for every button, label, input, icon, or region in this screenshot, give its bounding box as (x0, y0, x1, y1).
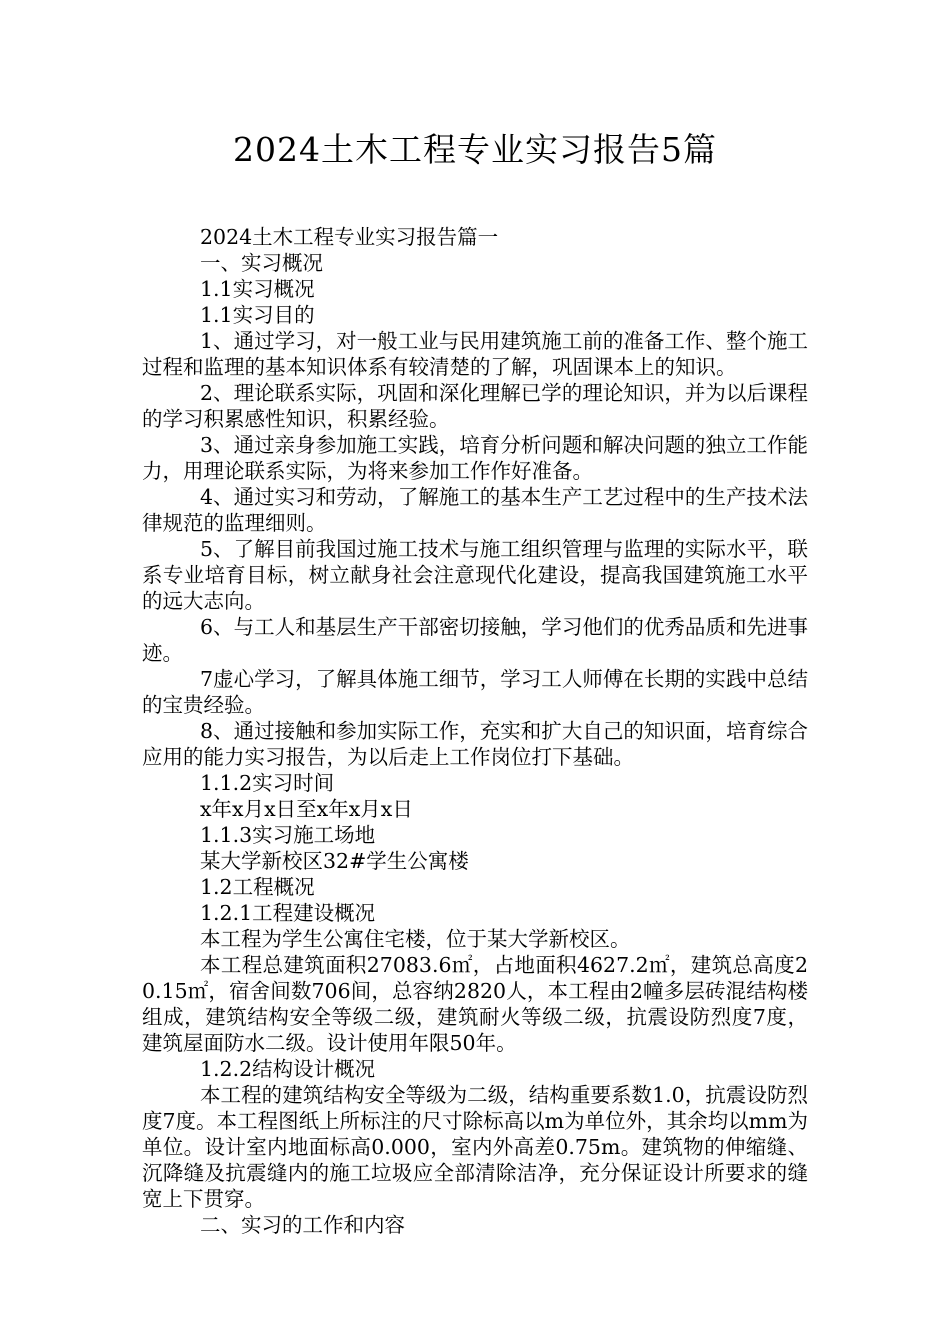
paragraph: 3、通过亲身参加施工实践，培育分析问题和解决问题的独立工作能力，用理论联系实际，为将来参加工作作好准备。 (142, 433, 808, 483)
paragraph: 本工程的建筑结构安全等级为二级，结构重要系数1.0，抗震设防烈度7度。本工程图纸上所标注的尺寸除标高以m为单位外，其余均以mm为单位。设计室内地面标高0.000，室内外高差0.75m。建筑物的伸缩缝、沉降缝及抗震缝内的施工垃圾应全部清除洁净，充分保证设计所要求的缝宽上下贯穿。 (142, 1083, 808, 1211)
paragraph: 5、了解目前我国过施工技术与施工组织管理与监理的实际水平，联系专业培育目标，树立献身社会注意现代化建设，提高我国建筑施工水平的远大志向。 (142, 537, 808, 613)
subsection-heading: 1.1实习目的 (200, 303, 315, 327)
section-heading: 2024土木工程专业实习报告篇一 (200, 225, 499, 249)
paragraph: 6、与工人和基层生产干部密切接触，学习他们的优秀品质和先进事迹。 (142, 615, 808, 665)
section-heading: 一、实习概况 (200, 251, 323, 275)
subsection-heading: 1.2.1工程建设概况 (200, 901, 376, 925)
section-heading: 二、实习的工作和内容 (200, 1213, 405, 1237)
subsection-heading: 1.2.2结构设计概况 (200, 1057, 376, 1081)
subsection-heading: 1.1实习概况 (200, 277, 315, 301)
paragraph: 4、通过实习和劳动，了解施工的基本生产工艺过程中的生产技术法律规范的监理细则。 (142, 485, 808, 535)
paragraph: 某大学新校区32#学生公寓楼 (200, 849, 469, 873)
document-title: 2024土木工程专业实习报告5篇 (233, 130, 717, 169)
subsection-heading: 1.2工程概况 (200, 875, 315, 899)
paragraph: 1、通过学习，对一般工业与民用建筑施工前的准备工作、整个施工过程和监理的基本知识体系有较清楚的了解，巩固课本上的知识。 (142, 329, 808, 379)
paragraph: 8、通过接触和参加实际工作，充实和扩大自己的知识面，培育综合应用的能力实习报告，为以后走上工作岗位打下基础。 (142, 719, 808, 769)
document-body (142, 224, 808, 1238)
paragraph: 本工程为学生公寓住宅楼，位于某大学新校区。 (200, 927, 631, 951)
paragraph: x年x月x日至x年x月x日 (200, 797, 413, 821)
paragraph: 7虚心学习，了解具体施工细节，学习工人师傅在长期的实践中总结的宝贵经验。 (142, 667, 808, 717)
subsection-heading: 1.1.3实习施工场地 (200, 823, 376, 847)
subsection-heading: 1.1.2实习时间 (200, 771, 335, 795)
paragraph: 本工程总建筑面积27083.6㎡，占地面积4627.2㎡，建筑总高度20.15㎡，宿舍间数706间，总容纳2820人，本工程由2幢多层砖混结构楼组成，建筑结构安全等级二级，建筑耐火等级二级，抗震设防烈度7度，建筑屋面防水二级。设计使用年限50年。 (142, 953, 808, 1055)
paragraph: 2、理论联系实际，巩固和深化理解已学的理论知识，并为以后课程的学习积累感性知识，积累经验。 (142, 381, 808, 431)
